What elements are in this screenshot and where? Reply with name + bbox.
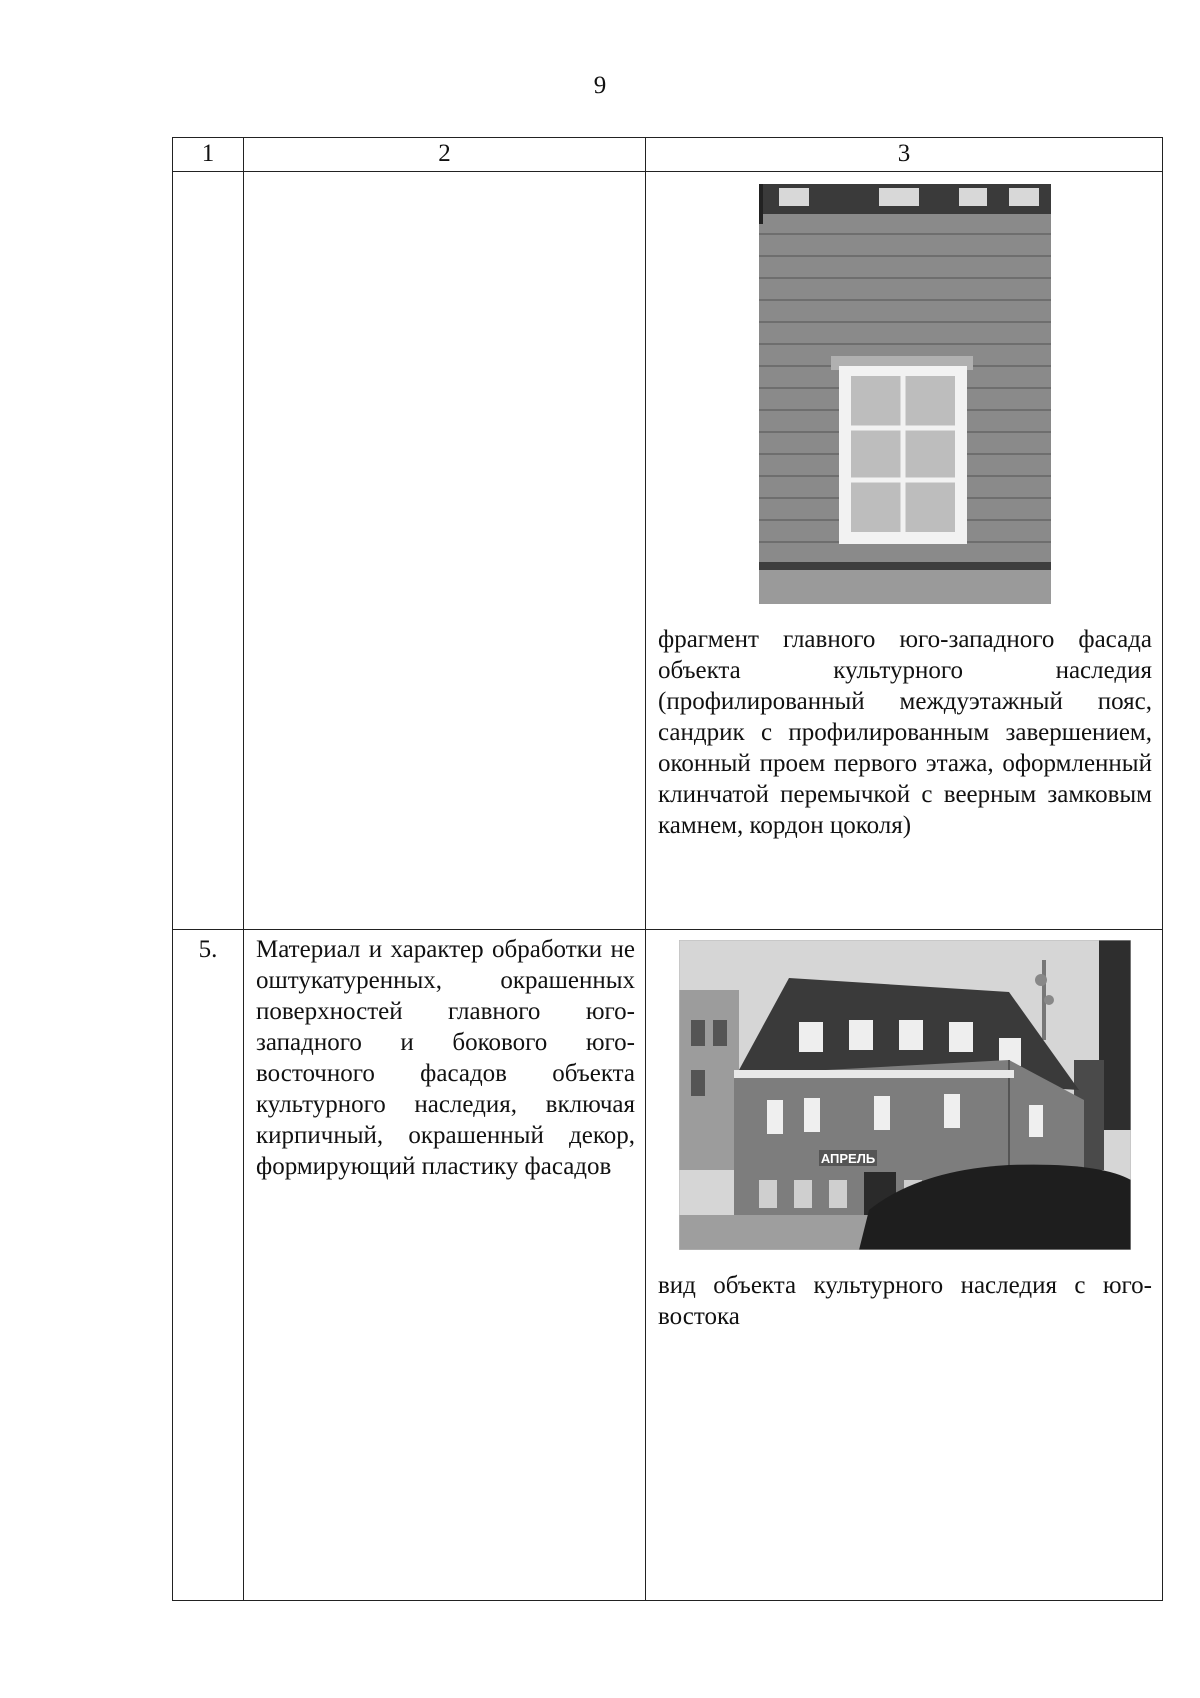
header-cell: 1: [173, 138, 244, 172]
window-facade-photo: [759, 184, 1051, 604]
row-number: 5.: [173, 930, 244, 1601]
shop-sign-text: АПРЕЛЬ: [820, 1151, 876, 1166]
photo-caption: фрагмент главного юго-западного фасада объекта культурного наследия (профилированный междуэтажный пояс, сандрик с профилированным завершением, оконный проем первого этажа, оформленный клинчатой перемычкой с веерным замковым камнем, кордон цоколя): [658, 626, 1152, 839]
page-number: 9: [593, 72, 607, 99]
row-description: Материал и характер обработки не оштукатуренных, окрашенных поверхностей главного юго-западного и бокового юго-восточного фасадов объекта культурного наследия, включая кирпичный, окрашенный декор, формирующий пластику фасадов: [244, 930, 646, 1601]
row-illustration-cell: [646, 930, 1163, 1601]
header-cell: 3: [646, 138, 1163, 172]
table-header-row: [173, 138, 1163, 172]
table-row: [173, 930, 1163, 1601]
building-photo: [679, 940, 1131, 1250]
row-description: [244, 172, 646, 930]
photo-caption: вид объекта культурного наследия с юго-востока: [658, 1272, 1152, 1330]
row-illustration-cell: [646, 172, 1163, 930]
row-number: [173, 172, 244, 930]
table-row: [173, 172, 1163, 930]
document-table: [172, 137, 1163, 1601]
header-cell: 2: [244, 138, 646, 172]
